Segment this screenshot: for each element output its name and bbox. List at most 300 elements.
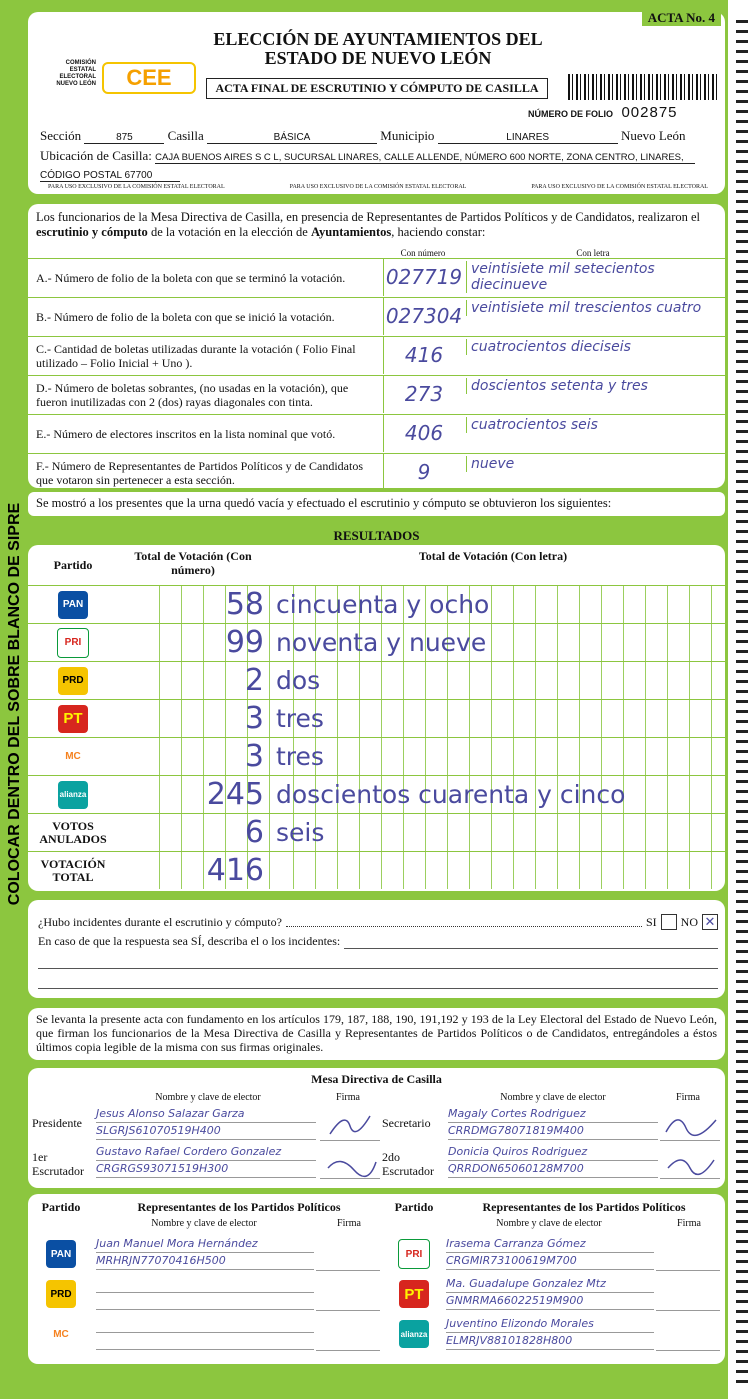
- timing-mark: [736, 1230, 748, 1233]
- reps-left-list: [28, 1234, 384, 1354]
- timing-mark: [736, 830, 748, 833]
- urna-text: Se mostró a los presentes que la urna quedó vacía y efectuado el escrutinio y cómputo se obtuvieron los siguientes:: [36, 496, 612, 510]
- timing-mark: [736, 1260, 748, 1263]
- rep-signature[interactable]: [316, 1316, 380, 1351]
- timing-mark: [736, 1030, 748, 1033]
- timing-mark: [736, 810, 748, 813]
- result-number[interactable]: 245: [138, 776, 270, 813]
- si-checkbox[interactable]: [661, 914, 677, 930]
- timing-mark: [736, 90, 748, 93]
- timing-mark: [736, 1240, 748, 1243]
- exclusive-note-2: PARA USO EXCLUSIVO DE LA COMISIÓN ESTATAL ELECTORAL: [289, 184, 467, 190]
- reps-col-firma-1: Firma: [337, 1218, 361, 1229]
- col-partido: Partido: [53, 558, 93, 572]
- timing-mark: [736, 200, 748, 203]
- timing-mark: [736, 1210, 748, 1213]
- result-row-total: [28, 851, 725, 889]
- col-total-letra: Total de Votación (Con letra): [418, 549, 568, 563]
- timing-mark: [736, 680, 748, 683]
- timing-mark: [736, 480, 748, 483]
- timing-mark: [736, 380, 748, 383]
- timing-mark: [736, 40, 748, 43]
- col-num-header: Con número: [400, 248, 446, 258]
- timing-mark: [736, 550, 748, 553]
- mesa-col-firma-1: Firma: [336, 1092, 360, 1103]
- timing-mark: [736, 1350, 748, 1353]
- item-number[interactable]: 416: [383, 337, 464, 374]
- incidentes-describe: En caso de que la respuesta sea SÍ, describa el o los incidentes:: [38, 934, 341, 948]
- timing-mark: [736, 1010, 748, 1013]
- reps-right-list: [384, 1234, 724, 1354]
- timing-mark: [736, 1080, 748, 1083]
- timing-mark: [736, 620, 748, 623]
- timing-mark: [736, 520, 748, 523]
- timing-mark: [736, 1330, 748, 1333]
- resultados-title: RESULTADOS: [333, 528, 420, 543]
- reps-col-partido-2: Partido: [394, 1200, 434, 1214]
- item-letra[interactable]: veintisiete mil setecientos diecinueve: [466, 261, 726, 293]
- items-list: [28, 258, 725, 492]
- ubicacion-value: CAJA BUENOS AIRES S C L, SUCURSAL LINARES, CALLE ALLENDE, NÚMERO 600 NORTE, ZONA CENTRO, LINARES,: [155, 152, 695, 164]
- timing-mark: [736, 880, 748, 883]
- codigo-postal: CÓDIGO POSTAL 67700: [40, 170, 180, 182]
- timing-mark: [736, 760, 748, 763]
- timing-mark: [736, 240, 748, 243]
- timing-mark: [736, 900, 748, 903]
- timing-mark: [736, 130, 748, 133]
- timing-mark: [736, 170, 748, 173]
- reps-col-nombre-1: Nombre y clave de elector: [151, 1218, 257, 1229]
- timing-mark: [736, 700, 748, 703]
- timing-mark: [736, 100, 748, 103]
- reps-title-2: Representantes de los Partidos Políticos: [482, 1200, 686, 1214]
- timing-mark: [736, 470, 748, 473]
- timing-mark: [736, 600, 748, 603]
- party-logo-movimiento-ciudadano: MC: [58, 743, 88, 771]
- timing-mark: [736, 210, 748, 213]
- item-row: [28, 258, 725, 297]
- mesa-col-nombre-1: Nombre y clave de elector: [155, 1092, 261, 1103]
- item-number[interactable]: 027304: [383, 298, 464, 335]
- resultados-rows: [28, 585, 725, 889]
- timing-mark: [736, 460, 748, 463]
- rep-name[interactable]: Juan Manuel Mora Hernández: [96, 1236, 314, 1253]
- result-letra[interactable]: dos: [272, 662, 720, 699]
- timing-mark: [736, 590, 748, 593]
- rep-name[interactable]: Ma. Guadalupe Gonzalez Mtz: [446, 1276, 654, 1293]
- timing-mark: [736, 920, 748, 923]
- rep-clave[interactable]: MRHRJN77070416H500: [96, 1253, 314, 1270]
- folio-number: 002875: [621, 104, 678, 121]
- result-number[interactable]: 99: [138, 624, 270, 661]
- timing-mark: [736, 610, 748, 613]
- escrutador2-label: 2do Escrutador: [382, 1150, 434, 1178]
- timing-mark: [736, 50, 748, 53]
- acta-subtitle: ACTA FINAL DE ESCRUTINIO Y CÓMPUTO DE CASILLA: [206, 78, 548, 99]
- escrutador2-clave[interactable]: QRRDON65060128M700: [448, 1161, 658, 1178]
- incidentes-question: ¿Hubo incidentes durante el escrutinio y cómputo?: [38, 914, 282, 929]
- total-label: VOTACIÓN TOTAL: [40, 856, 106, 884]
- item-letra[interactable]: nueve: [466, 456, 726, 472]
- escrutinio-panel: [28, 204, 725, 488]
- timing-mark: [736, 1060, 748, 1063]
- item-letra[interactable]: doscientos setenta y tres: [466, 378, 726, 394]
- seccion-value: 875: [84, 132, 164, 144]
- timing-mark: [736, 140, 748, 143]
- timing-mark: [736, 1130, 748, 1133]
- item-label: E.- Número de electores inscritos en la lista nominal que votó.: [36, 427, 336, 441]
- rep-signature[interactable]: [316, 1236, 380, 1271]
- timing-mark: [736, 180, 748, 183]
- timing-mark: [736, 390, 748, 393]
- timing-mark: [736, 1300, 748, 1303]
- rep-party-logo-pt: PT: [399, 1280, 429, 1308]
- timing-mark: [736, 300, 748, 303]
- timing-mark: [736, 540, 748, 543]
- timing-mark: [736, 960, 748, 963]
- presidente-signature[interactable]: [320, 1106, 380, 1141]
- fundamento-text: Se levanta la presente acta con fundamento en los artículos 179, 187, 188, 190, 191,192 y 193 de la Ley Electoral del Estado de Nuevo León, que firman los funcionarios de la Mesa Directiva de Casilla y Representantes de Partidos Políticos o de Candidatos, entregándoles a éstos últimos copia legible de la misma con sus firmas originales.: [36, 1012, 717, 1054]
- result-letra[interactable]: cincuenta y ocho: [272, 586, 720, 623]
- rep-signature[interactable]: [656, 1236, 720, 1271]
- no-label: NO: [680, 914, 698, 929]
- rep-name[interactable]: Irasema Carranza Gómez: [446, 1236, 654, 1253]
- timing-mark: [736, 710, 748, 713]
- timing-mark: [736, 1100, 748, 1103]
- item-label: A.- Número de folio de la boleta con que se terminó la votación.: [36, 271, 346, 285]
- rep-row: [384, 1274, 724, 1314]
- timing-mark: [736, 60, 748, 63]
- result-row-2: [28, 661, 725, 699]
- timing-mark: [736, 490, 748, 493]
- incidentes-panel: [28, 900, 725, 998]
- timing-mark: [736, 1310, 748, 1313]
- timing-mark: [736, 150, 748, 153]
- fundamento-panel: [28, 1008, 725, 1060]
- timing-mark: [736, 560, 748, 563]
- seccion-label: Sección: [40, 128, 82, 143]
- timing-mark: [736, 820, 748, 823]
- representantes-panel: [28, 1194, 725, 1364]
- party-logo-alianza: alianza: [58, 781, 88, 809]
- party-logo-pt: PT: [58, 705, 88, 733]
- urna-panel: [28, 492, 725, 516]
- timing-mark: [736, 1110, 748, 1113]
- rep-row: [384, 1234, 724, 1274]
- timing-mark: [736, 770, 748, 773]
- escrutador1-signature[interactable]: [320, 1144, 380, 1179]
- timing-mark: [736, 160, 748, 163]
- casilla-label: Casilla: [167, 128, 204, 143]
- reps-col-partido-1: Partido: [41, 1200, 81, 1214]
- result-row-4: [28, 737, 725, 775]
- rep-clave[interactable]: GNMRMA66022519M900: [446, 1293, 654, 1310]
- escrutador1-name[interactable]: Gustavo Rafael Cordero Gonzalez: [96, 1144, 316, 1161]
- rep-name[interactable]: Juventino Elizondo Morales: [446, 1316, 654, 1333]
- ubicacion-label: Ubicación de Casilla:: [40, 148, 152, 163]
- timing-mark: [736, 450, 748, 453]
- timing-mark: [736, 190, 748, 193]
- barcode: [568, 74, 718, 100]
- item-number[interactable]: 406: [383, 415, 464, 452]
- timing-mark: [736, 230, 748, 233]
- timing-mark: [736, 670, 748, 673]
- timing-mark: [736, 220, 748, 223]
- result-letra[interactable]: [272, 852, 720, 889]
- timing-mark: [736, 970, 748, 973]
- commission-logo-text: COMISIÓN ESTATAL ELECTORAL NUEVO LEÓN: [56, 60, 96, 87]
- timing-mark: [736, 70, 748, 73]
- item-letra[interactable]: cuatrocientos dieciseis: [466, 339, 726, 355]
- timing-mark: [736, 1170, 748, 1173]
- timing-mark: [736, 20, 748, 23]
- result-number[interactable]: 3: [138, 700, 270, 737]
- timing-mark: [736, 990, 748, 993]
- timing-mark: [736, 780, 748, 783]
- item-number[interactable]: 273: [383, 376, 464, 413]
- timing-mark: [736, 370, 748, 373]
- timing-mark: [736, 1020, 748, 1023]
- result-row-3: [28, 699, 725, 737]
- timing-mark: [736, 1360, 748, 1363]
- timing-mark: [736, 530, 748, 533]
- mesa-col-nombre-2: Nombre y clave de elector: [500, 1092, 606, 1103]
- party-logo-pri-verde: PRI: [57, 628, 89, 658]
- timing-mark: [736, 340, 748, 343]
- rep-clave[interactable]: ELMRJV88101828H800: [446, 1333, 654, 1350]
- timing-mark: [736, 1180, 748, 1183]
- timing-mark: [736, 840, 748, 843]
- timing-mark: [736, 110, 748, 113]
- reps-col-nombre-2: Nombre y clave de elector: [496, 1218, 602, 1229]
- timing-mark: [736, 250, 748, 253]
- timing-mark: [736, 940, 748, 943]
- item-row: [28, 336, 725, 375]
- result-number[interactable]: 6: [138, 814, 270, 851]
- timing-mark: [736, 750, 748, 753]
- escrutador2-name[interactable]: Donicia Quiros Rodriguez: [448, 1144, 658, 1161]
- header-panel: [28, 12, 725, 194]
- anulados-label: VOTOS ANULADOS: [39, 818, 107, 846]
- item-number[interactable]: 9: [383, 454, 464, 491]
- secretario-signature[interactable]: [660, 1106, 720, 1141]
- timing-mark: [736, 980, 748, 983]
- secretario-clave[interactable]: CRRDMG78071819M400: [448, 1123, 658, 1140]
- party-logo-prd: PRD: [58, 667, 88, 695]
- result-number[interactable]: 58: [138, 586, 270, 623]
- rep-clave[interactable]: [96, 1333, 314, 1350]
- timing-mark: [736, 1070, 748, 1073]
- timing-mark: [736, 270, 748, 273]
- rep-party-logo-pan: PAN: [46, 1240, 76, 1268]
- presidente-clave[interactable]: SLGRJS61070519H400: [96, 1123, 316, 1140]
- resultados-panel: [28, 545, 725, 891]
- item-number[interactable]: 027719: [383, 259, 464, 296]
- exclusive-note-3: PARA USO EXCLUSIVO DE LA COMISIÓN ESTATAL ELECTORAL: [531, 184, 708, 190]
- rep-party-logo-alianza: alianza: [399, 1320, 429, 1348]
- title-line-2: ESTADO DE NUEVO LEÓN: [264, 48, 492, 68]
- secretario-label: Secretario: [382, 1116, 431, 1130]
- item-letra[interactable]: cuatrocientos seis: [466, 417, 726, 433]
- timing-mark: [736, 80, 748, 83]
- mesa-title: Mesa Directiva de Casilla: [311, 1072, 442, 1086]
- party-logo-pan: PAN: [58, 591, 88, 619]
- timing-mark: [736, 950, 748, 953]
- timing-mark: [736, 720, 748, 723]
- timing-mark: [736, 1280, 748, 1283]
- timing-mark: [736, 690, 748, 693]
- timing-mark: [736, 1050, 748, 1053]
- rep-name[interactable]: [96, 1316, 314, 1333]
- timing-mark: [736, 350, 748, 353]
- secretario-name[interactable]: Magaly Cortes Rodriguez: [448, 1106, 658, 1123]
- timing-mark-strip: [728, 0, 756, 1399]
- acta-number: ACTA No. 4: [642, 10, 721, 26]
- timing-mark: [736, 1370, 748, 1373]
- intro-text: Los funcionarios de la Mesa Directiva de Casilla, en presencia de Representantes de Partidos Políticos y de Candidatos, realizaron el escrutinio y cómputo de la votación en la elección de Ayuntamientos, haciendo constar:: [36, 210, 701, 239]
- item-label: B.- Número de folio de la boleta con que se inició la votación.: [36, 310, 335, 324]
- rep-row: [28, 1314, 384, 1354]
- timing-mark: [736, 30, 748, 33]
- item-row: [28, 297, 725, 336]
- timing-mark: [736, 860, 748, 863]
- rep-party-logo-pri-verde: PRI: [398, 1239, 430, 1269]
- rep-party-logo-movimiento-ciudadano: MC: [46, 1320, 76, 1348]
- result-row-anulados: [28, 813, 725, 851]
- folio-label: NÚMERO DE FOLIO: [528, 109, 613, 119]
- timing-mark: [736, 730, 748, 733]
- timing-mark: [736, 790, 748, 793]
- timing-mark: [736, 800, 748, 803]
- rep-row: [28, 1234, 384, 1274]
- result-letra[interactable]: seis: [272, 814, 720, 851]
- item-row: [28, 414, 725, 453]
- timing-mark: [736, 1120, 748, 1123]
- timing-mark: [736, 870, 748, 873]
- result-number[interactable]: 3: [138, 738, 270, 775]
- timing-mark: [736, 400, 748, 403]
- result-letra[interactable]: noventa y nueve: [272, 624, 720, 661]
- cee-logo: CEE: [102, 62, 196, 94]
- result-row-0: [28, 585, 725, 623]
- item-label: C.- Cantidad de boletas utilizadas durante la votación ( Folio Final utilizado – Folio Inicial + Uno ).: [36, 342, 356, 370]
- col-letra-header: Con letra: [576, 248, 610, 258]
- timing-mark: [736, 290, 748, 293]
- rep-row: [384, 1314, 724, 1354]
- result-number[interactable]: 416: [138, 852, 270, 889]
- timing-mark: [736, 660, 748, 663]
- side-instruction: COLOCAR DENTRO DEL SOBRE BLANCO DE SIPRE: [6, 502, 23, 906]
- timing-mark: [736, 1220, 748, 1223]
- item-row: [28, 375, 725, 414]
- timing-mark: [736, 120, 748, 123]
- item-label: D.- Número de boletas sobrantes, (no usadas en la votación), que fueron inutilizadas con 2 (dos) rayas diagonales con tinta.: [36, 381, 349, 409]
- presidente-label: Presidente: [32, 1116, 82, 1130]
- presidente-name[interactable]: Jesus Alonso Salazar Garza: [96, 1106, 316, 1123]
- timing-mark: [736, 570, 748, 573]
- timing-mark: [736, 1380, 748, 1383]
- timing-mark: [736, 1200, 748, 1203]
- timing-mark: [736, 930, 748, 933]
- timing-mark: [736, 310, 748, 313]
- timing-mark: [736, 740, 748, 743]
- no-checkbox[interactable]: ✕: [702, 914, 718, 930]
- exclusive-note-1: PARA USO EXCLUSIVO DE LA COMISIÓN ESTATAL ELECTORAL: [48, 184, 225, 190]
- incidentes-line-2[interactable]: [38, 988, 718, 989]
- timing-mark: [736, 1320, 748, 1323]
- result-row-1: [28, 623, 725, 661]
- result-letra[interactable]: tres: [272, 738, 720, 775]
- timing-mark: [736, 1340, 748, 1343]
- reps-title-1: Representantes de los Partidos Políticos: [137, 1200, 341, 1214]
- timing-mark: [736, 650, 748, 653]
- timing-mark: [736, 410, 748, 413]
- timing-mark: [736, 440, 748, 443]
- timing-mark: [736, 500, 748, 503]
- timing-mark: [736, 1140, 748, 1143]
- timing-mark: [736, 1000, 748, 1003]
- municipio-value: LINARES: [438, 132, 618, 144]
- si-label: SI: [645, 914, 657, 929]
- timing-mark: [736, 430, 748, 433]
- mesa-col-firma-2: Firma: [676, 1092, 700, 1103]
- rep-party-logo-prd: PRD: [46, 1280, 76, 1308]
- timing-mark: [736, 890, 748, 893]
- estado-label: Nuevo León: [620, 128, 686, 143]
- timing-mark: [736, 1250, 748, 1253]
- timing-mark: [736, 1270, 748, 1273]
- timing-mark: [736, 420, 748, 423]
- timing-mark: [736, 320, 748, 323]
- rep-signature[interactable]: [656, 1276, 720, 1311]
- escrutador2-signature[interactable]: [660, 1144, 720, 1179]
- result-number[interactable]: 2: [138, 662, 270, 699]
- rep-signature[interactable]: [656, 1316, 720, 1351]
- timing-mark: [736, 1040, 748, 1043]
- result-letra[interactable]: tres: [272, 700, 720, 737]
- timing-mark: [736, 510, 748, 513]
- timing-mark: [736, 360, 748, 363]
- timing-mark: [736, 260, 748, 263]
- rep-name[interactable]: [96, 1276, 314, 1293]
- municipio-label: Municipio: [380, 128, 435, 143]
- rep-signature[interactable]: [316, 1276, 380, 1311]
- rep-clave[interactable]: CRGMIR73100619M700: [446, 1253, 654, 1270]
- incidentes-line-1[interactable]: [38, 968, 718, 969]
- escrutador1-label: 1er Escrutador: [32, 1150, 84, 1178]
- col-total-num: Total de Votación (Con número): [134, 549, 252, 577]
- timing-mark: [736, 1190, 748, 1193]
- timing-mark: [736, 330, 748, 333]
- timing-mark: [736, 910, 748, 913]
- timing-mark: [736, 630, 748, 633]
- timing-mark: [736, 1290, 748, 1293]
- timing-mark: [736, 640, 748, 643]
- timing-mark: [736, 1160, 748, 1163]
- rep-clave[interactable]: [96, 1293, 314, 1310]
- result-row-5: [28, 775, 725, 813]
- result-letra[interactable]: doscientos cuarenta y cinco: [272, 776, 720, 813]
- title-line-1: ELECCIÓN DE AYUNTAMIENTOS DEL: [213, 29, 543, 49]
- item-row: [28, 453, 725, 492]
- item-label: F.- Número de Representantes de Partidos Políticos y de Candidatos que votaron sin pertenecer a esta sección.: [36, 459, 363, 487]
- timing-mark: [736, 1090, 748, 1093]
- casilla-value: BÁSICA: [207, 132, 377, 144]
- escrutador1-clave[interactable]: CRGRGS93071519H300: [96, 1161, 316, 1178]
- item-letra[interactable]: veintisiete mil trescientos cuatro: [466, 300, 726, 316]
- timing-mark: [736, 280, 748, 283]
- rep-row: [28, 1274, 384, 1314]
